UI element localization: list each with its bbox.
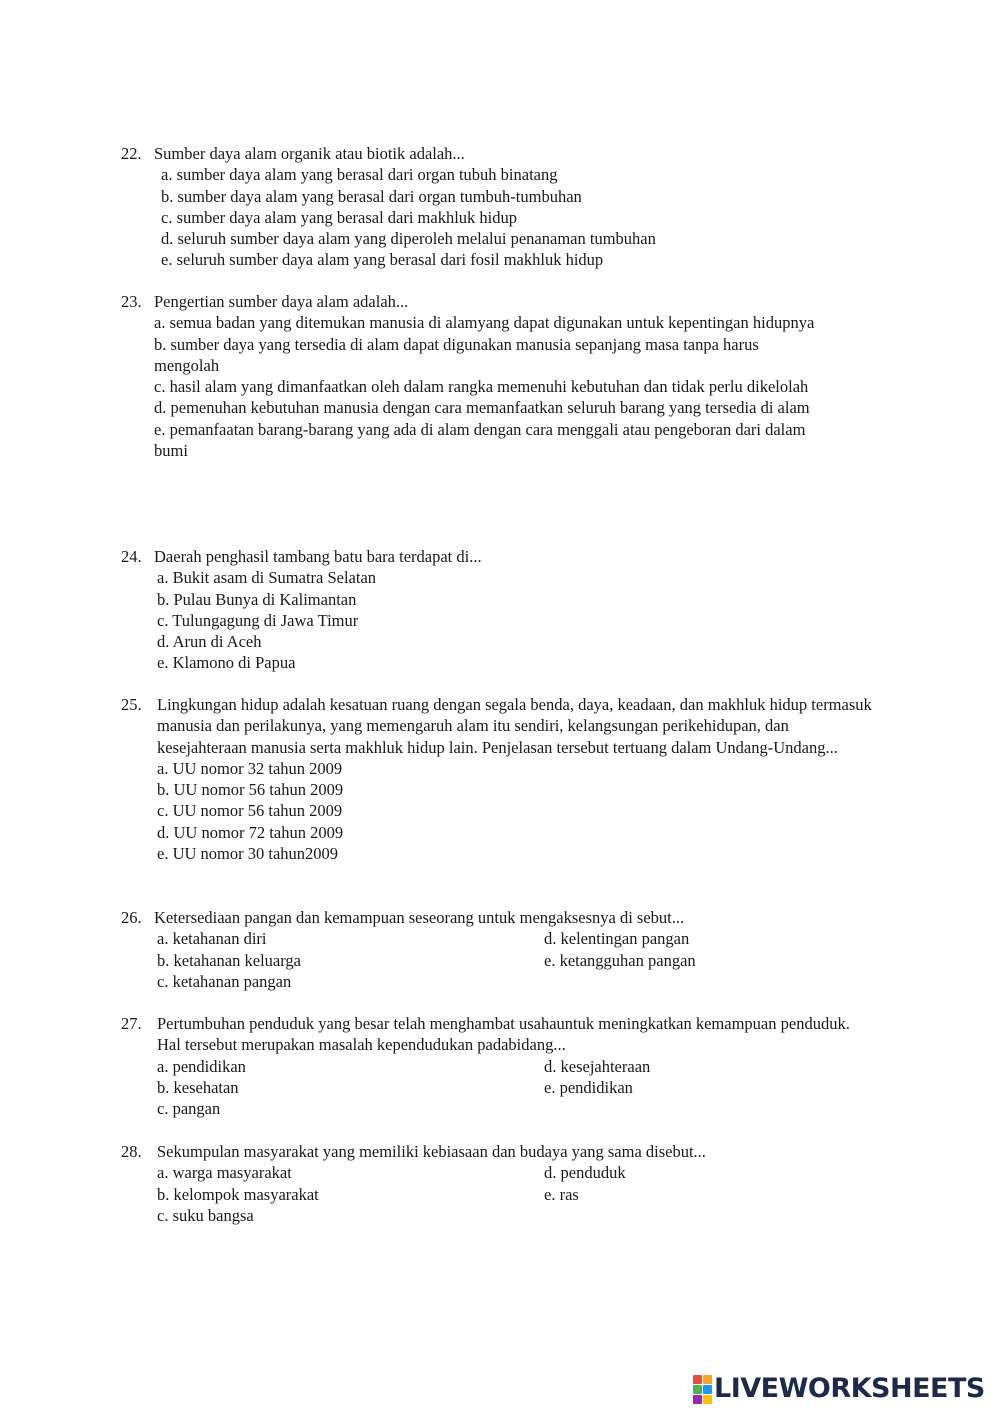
question-23 bbox=[121, 291, 826, 461]
question-number: 22. bbox=[121, 144, 142, 163]
option-d: d. kelentingan pangan bbox=[544, 929, 690, 949]
question-stem: Pengertian sumber daya alam adalah... bbox=[154, 292, 409, 311]
option-a: a. pendidikan bbox=[157, 1056, 246, 1076]
logo-text: LIVEWORKSHEETS bbox=[714, 1373, 985, 1405]
question-22 bbox=[121, 143, 881, 271]
option-d: d. UU nomor 72 tahun 2009 bbox=[157, 822, 344, 842]
option-c: c. ketahanan pangan bbox=[157, 971, 292, 991]
option-b: b. UU nomor 56 tahun 2009 bbox=[157, 780, 344, 800]
option-c: c. suku bangsa bbox=[157, 1205, 254, 1225]
option-a: a. sumber daya alam yang berasal dari organ tubuh binatang bbox=[161, 165, 558, 185]
option-d: d. pemenuhan kebutuhan manusia dengan cara memanfaatkan seluruh barang yang tersedia di alam bbox=[154, 398, 810, 418]
option-b: b. Pulau Bunya di Kalimantan bbox=[157, 589, 357, 609]
option-e: e. seluruh sumber daya alam yang berasal dari fosil makhluk hidup bbox=[161, 250, 604, 270]
logo-square bbox=[703, 1385, 712, 1394]
option-e: e. pemanfaatan barang-barang yang ada di alam dengan cara menggali atau pengeboran dari dalam bumi bbox=[154, 419, 806, 461]
option-b: b. sumber daya alam yang berasal dari organ tumbuh-tumbuhan bbox=[161, 186, 582, 206]
logo-square bbox=[703, 1395, 712, 1404]
question-number: 28. bbox=[121, 1142, 142, 1161]
option-a: a. warga masyarakat bbox=[157, 1163, 292, 1183]
option-e: e. pendidikan bbox=[544, 1077, 633, 1097]
question-26 bbox=[121, 907, 881, 992]
option-c: c. UU nomor 56 tahun 2009 bbox=[157, 801, 343, 821]
option-a: a. ketahanan diri bbox=[157, 929, 267, 949]
option-d: d. Arun di Aceh bbox=[157, 632, 262, 652]
question-stem: Pertumbuhan penduduk yang besar telah menghambat usahauntuk meningkatkan kemampuan penduduk. Hal tersebut merupakan masalah kependudukan padabidang... bbox=[157, 1014, 850, 1055]
option-b: b. sumber daya yang tersedia di alam dapat digunakan manusia sepanjang masa tanpa harus mengolah bbox=[154, 334, 759, 375]
logo-square bbox=[693, 1395, 702, 1404]
option-a: a. semua badan yang ditemukan manusia di alamyang dapat digunakan untuk kepentingan hidupnya bbox=[154, 313, 815, 333]
logo-square bbox=[693, 1375, 702, 1384]
question-stem: Lingkungan hidup adalah kesatuan ruang dengan segala benda, daya, keadaan, dan makhluk hidup termasuk manusia dan perilakunya, yang memengaruh alam itu sendiri, kelangsungan perikehidupan, dan kesejahteraan manusia serta makhluk hidup lain. Penjelasan tersebut tertuang dalam Undang-Undang... bbox=[157, 695, 872, 757]
liveworksheets-logo[interactable] bbox=[693, 1374, 985, 1404]
option-b: b. kelompok masyarakat bbox=[157, 1184, 319, 1204]
option-d: d. kesejahteraan bbox=[544, 1056, 651, 1076]
question-stem: Sekumpulan masyarakat yang memiliki kebiasaan dan budaya yang sama disebut... bbox=[157, 1142, 706, 1161]
question-24 bbox=[121, 546, 881, 674]
question-number: 26. bbox=[121, 908, 142, 927]
question-number: 27. bbox=[121, 1014, 142, 1033]
option-b: b. kesehatan bbox=[157, 1077, 239, 1097]
option-c: c. Tulungagung di Jawa Timur bbox=[157, 610, 359, 630]
option-b: b. ketahanan keluarga bbox=[157, 950, 302, 970]
question-27 bbox=[121, 1013, 861, 1119]
option-a: a. Bukit asam di Sumatra Selatan bbox=[157, 568, 377, 588]
option-c: c. pangan bbox=[157, 1099, 221, 1119]
question-number: 23. bbox=[121, 292, 142, 311]
option-d: d. penduduk bbox=[544, 1163, 626, 1183]
question-stem: Sumber daya alam organik atau biotik adalah... bbox=[154, 144, 465, 163]
question-25 bbox=[121, 694, 881, 864]
question-number: 25. bbox=[121, 695, 142, 714]
option-c: c. sumber daya alam yang berasal dari makhluk hidup bbox=[161, 207, 518, 227]
option-e: e. UU nomor 30 tahun2009 bbox=[157, 844, 339, 864]
option-c: c. hasil alam yang dimanfaatkan oleh dalam rangka memenuhi kebutuhan dan tidak perlu dikelolah bbox=[154, 377, 809, 397]
option-e: e. ras bbox=[544, 1184, 579, 1204]
option-e: e. ketangguhan pangan bbox=[544, 950, 696, 970]
option-d: d. seluruh sumber daya alam yang diperoleh melalui penanaman tumbuhan bbox=[161, 229, 656, 249]
logo-square bbox=[693, 1385, 702, 1394]
logo-square bbox=[703, 1375, 712, 1384]
question-stem: Daerah penghasil tambang batu bara terdapat di... bbox=[154, 547, 482, 566]
question-28 bbox=[121, 1141, 881, 1226]
liveworksheets-logo-icon bbox=[693, 1375, 712, 1404]
option-e: e. Klamono di Papua bbox=[157, 653, 296, 673]
question-stem: Ketersediaan pangan dan kemampuan seseorang untuk mengaksesnya di sebut... bbox=[154, 908, 685, 927]
question-number: 24. bbox=[121, 547, 142, 566]
option-a: a. UU nomor 32 tahun 2009 bbox=[157, 758, 343, 778]
